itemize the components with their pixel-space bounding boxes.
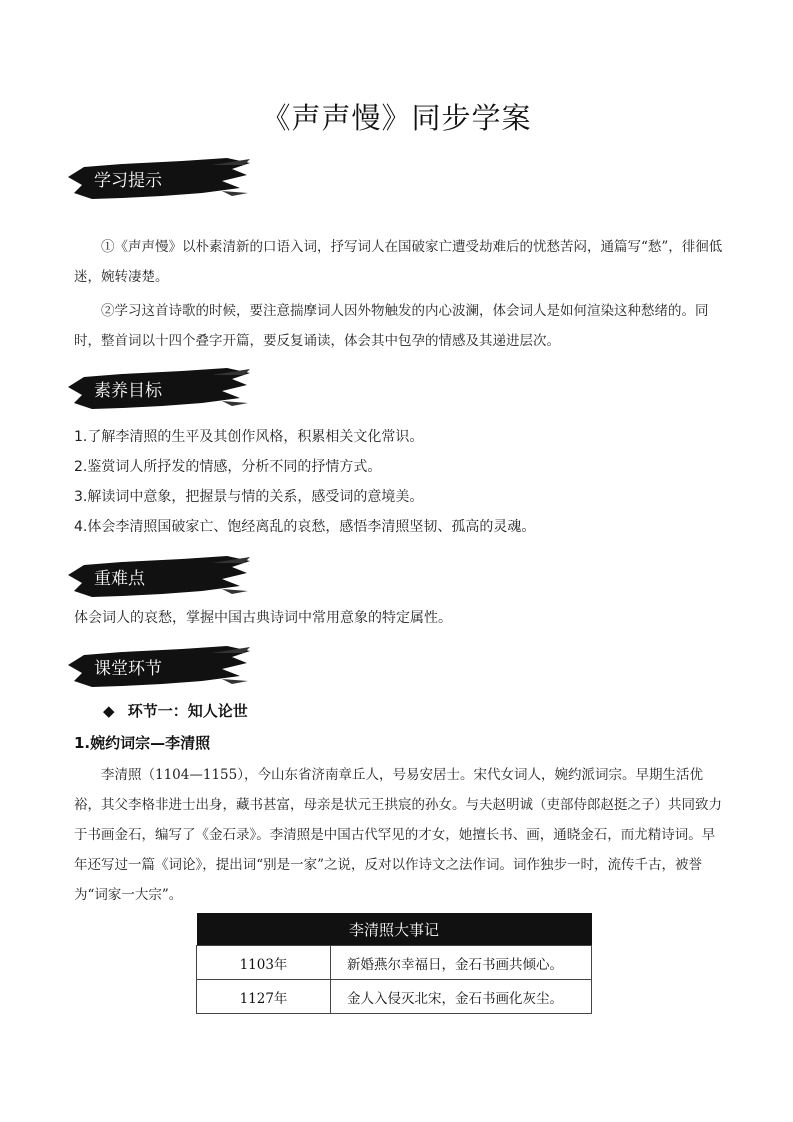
diamond-bullet-icon: ◆ bbox=[103, 702, 115, 720]
sub-heading: 1.婉约词宗—李清照 bbox=[74, 734, 211, 752]
banner-label: 重难点 bbox=[94, 569, 145, 589]
banner-label: 学习提示 bbox=[94, 171, 162, 191]
brush-stroke-icon bbox=[62, 553, 252, 599]
timeline-event: 新婚燕尔幸福日，金石书画共倾心。 bbox=[331, 946, 592, 980]
section-banner-class bbox=[62, 643, 252, 689]
timeline-table bbox=[196, 913, 592, 1014]
table-row bbox=[197, 980, 592, 1014]
tip-paragraph-1: ①《声声慢》以朴素清新的口语入词，抒写词人在国破家亡遭受劫难后的忧愁苦闷，通篇写“愁”，徘徊低迷，婉转凄楚。 bbox=[74, 239, 723, 285]
tip-paragraph-2: ②学习这首诗歌的时候，要注意揣摩词人因外物触发的内心波澜，体会词人是如何渲染这种愁绪的。同时，整首词以十四个叠字开篇，要反复诵读，体会其中包孕的情感及其递进层次。 bbox=[74, 303, 709, 349]
timeline-event: 金人入侵灭北宋，金石书画化灰尘。 bbox=[331, 980, 592, 1014]
goal-item: 3.解读词中意象，把握景与情的关系，感受词的意境美。 bbox=[74, 489, 424, 505]
step-heading bbox=[103, 700, 248, 721]
goal-item: 4.体会李清照国破家亡、饱经离乱的哀愁，感悟李清照坚韧、孤高的灵魂。 bbox=[74, 519, 536, 535]
banner-label: 素养目标 bbox=[94, 381, 162, 401]
timeline-year: 1103年 bbox=[197, 946, 331, 980]
banner-label: 课堂环节 bbox=[94, 659, 162, 679]
section-banner-goals bbox=[62, 365, 252, 411]
key-point-text: 体会词人的哀愁，掌握中国古典诗词中常用意象的特定属性。 bbox=[74, 610, 452, 626]
bio-paragraph: 李清照（1104—1155），今山东省济南章丘人，号易安居士。宋代女词人，婉约派词宗。早期生活优裕，其父李格非进士出身，藏书甚富，母亲是状元王拱宸的孙女。与夫赵明诚（吏部侍郎赵挺之子）共同致力于书画金石，编写了《金石录》。李清照是中国古代罕见的才女，她擅长书、画，通晓金石，而尤精诗词。早年还写过一篇《词论》，提出词“别是一家”之说，反对以作诗文之法作词。词作独步一时，流传千古，被誉为“词家一大宗”。 bbox=[74, 767, 722, 903]
goal-item: 1.了解李清照的生平及其创作风格，积累相关文化常识。 bbox=[74, 429, 424, 445]
goal-item: 2.鉴赏词人所抒发的情感，分析不同的抒情方式。 bbox=[74, 459, 382, 475]
timeline-header: 李清照大事记 bbox=[197, 913, 592, 946]
table-row bbox=[197, 946, 592, 980]
section-banner-key bbox=[62, 553, 252, 599]
section-banner-tips bbox=[62, 155, 252, 201]
step-heading-text: 环节一：知人论世 bbox=[127, 702, 248, 720]
page-title: 《声声慢》同步学案 bbox=[261, 101, 532, 135]
timeline-year: 1127年 bbox=[197, 980, 331, 1014]
